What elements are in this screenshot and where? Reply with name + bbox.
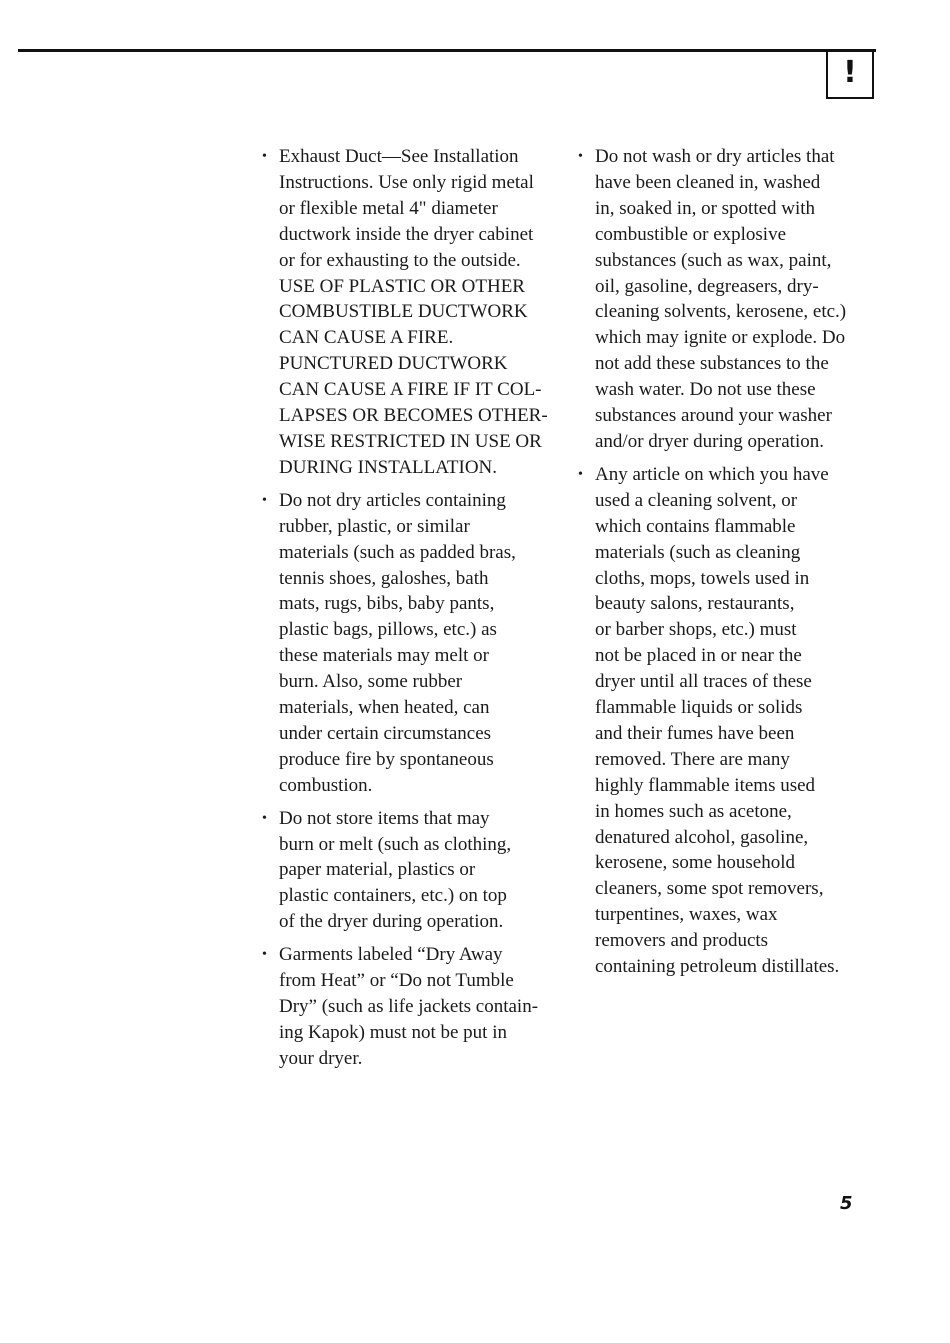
text-line: USE OF PLASTIC OR OTHER [279,275,525,297]
text-line: denatured alcohol, gasoline, [595,826,809,848]
bullet-icon: • [578,149,583,164]
bullet-icon: • [262,947,267,963]
text-line: these materials may melt or [279,645,489,667]
text-line: or for exhausting to the outside. [279,249,521,271]
text-line: ing Kapok) must not be put in [279,1021,507,1043]
text-line: Exhaust Duct—See Installation [279,146,519,167]
text-line: plastic containers, etc.) on top [279,885,507,907]
text-line: paper material, plastics or [279,859,476,881]
text-line: removers and products [595,930,769,952]
text-line: and their fumes have been [595,722,795,744]
text-line: dryer until all traces of these [595,671,812,693]
bullet-item [262,942,568,1072]
text-line: LAPSES OR BECOMES OTHER- [279,405,548,427]
warning-symbol: ! [843,55,857,90]
text-line: removed. There are many [595,748,790,770]
text-line: combustible or explosive [595,223,787,245]
text-line: produce fire by spontaneous [279,748,494,770]
text-line: Do not wash or dry articles that [595,146,835,167]
text-line: PUNCTURED DUCTWORK [279,353,508,375]
text-line: substances (such as wax, paint, [595,249,832,271]
bullet-item [262,806,568,936]
text-line: under certain circumstances [279,722,492,744]
text-line: materials (such as cleaning [595,541,801,563]
text-line: plastic bags, pillows, etc.) as [279,619,497,641]
text-line: ductwork inside the dryer cabinet [279,223,534,245]
header-rule [18,49,876,52]
text-line: Any article on which you have [595,463,829,485]
text-line: mats, rugs, bibs, baby pants, [279,593,495,615]
text-line: and/or dryer during operation. [595,430,824,452]
text-line: which contains flammable [595,515,796,537]
text-line: Do not store items that may [279,807,490,829]
text-line: WISE RESTRICTED IN USE OR [279,430,542,452]
text-line: cloths, mops, towels used in [595,567,810,589]
text-line: your dryer. [279,1047,363,1069]
text-line: of the dryer during operation. [279,911,504,933]
text-line: materials (such as padded bras, [279,541,516,563]
text-line: burn or melt (such as clothing, [279,833,512,855]
text-line: kerosene, some household [595,852,795,874]
bullet-item [262,144,568,481]
text-line: not add these substances to the [595,353,829,375]
text-line: Dry” (such as life jackets contain- [279,996,539,1017]
left-column [262,144,568,1079]
right-column [578,144,878,987]
text-line: cleaning solvents, kerosene, etc.) [595,301,847,323]
bullet-icon: • [262,492,267,508]
text-line: Instructions. Use only rigid metal [279,171,534,193]
text-line: Garments labeled “Dry Away [279,944,503,966]
text-line: materials, when heated, can [279,697,490,719]
text-line: which may ignite or explode. Do [595,327,846,349]
text-line: from Heat” or “Do not Tumble [279,970,514,992]
text-line: substances around your washer [595,405,832,427]
text-line: used a cleaning solvent, or [595,489,798,511]
text-line: beauty salons, restaurants, [595,593,795,615]
bullet-item [262,488,568,799]
text-line: CAN CAUSE A FIRE. [279,327,454,349]
text-line: not be placed in or near the [595,645,802,667]
text-line: cleaners, some spot removers, [595,878,824,900]
text-line: or flexible metal 4" diameter [279,197,498,219]
text-line: in homes such as acetone, [595,800,792,822]
bullet-item [578,144,878,455]
text-line: rubber, plastic, or similar [279,515,470,537]
bullet-icon: • [262,149,267,164]
warning-icon [826,49,874,99]
text-line: Do not dry articles containing [279,489,506,511]
text-line: combustion. [279,774,373,796]
text-line: or barber shops, etc.) must [595,619,797,641]
text-line: have been cleaned in, washed [595,171,821,193]
text-line: highly flammable items used [595,774,816,796]
page-number: 5 [840,1193,853,1214]
bullet-icon: • [578,466,583,482]
text-line: flammable liquids or solids [595,697,803,719]
bullet-icon: • [262,810,267,826]
text-line: DURING INSTALLATION. [279,456,498,478]
text-line: in, soaked in, or spotted with [595,197,816,219]
text-line: oil, gasoline, degreasers, dry- [595,275,819,297]
text-line: turpentines, waxes, wax [595,904,778,926]
text-line: CAN CAUSE A FIRE IF IT COL- [279,379,542,401]
text-line: burn. Also, some rubber [279,671,463,693]
text-line: tennis shoes, galoshes, bath [279,567,489,589]
text-line: wash water. Do not use these [595,379,816,401]
bullet-item [578,462,878,980]
text-line: containing petroleum distillates. [595,956,840,978]
text-line: COMBUSTIBLE DUCTWORK [279,301,528,323]
